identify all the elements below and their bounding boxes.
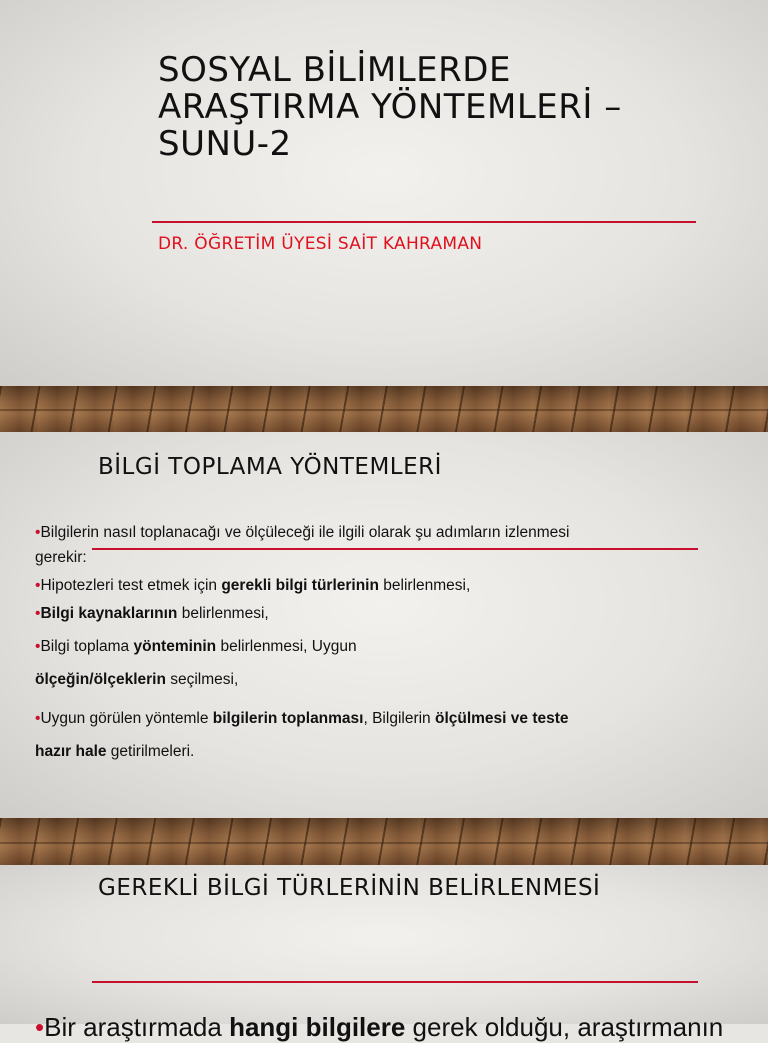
title-divider (92, 981, 698, 983)
list-item: •Bir araştırmada hangi bilgilere gerek olduğu, araştırmanın (35, 1012, 724, 1042)
list-item: •Bilgi kaynaklarının belirlenmesi, (35, 605, 269, 622)
title-line-1: SOSYAL BİLİMLERDE (158, 50, 511, 90)
list-item-continuation: hazır hale getirilmeleri. (35, 743, 195, 760)
slide-title: GEREKLİ BİLGİ TÜRLERİNİN BELİRLENMESİ (98, 875, 601, 901)
bullet-icon: • (35, 638, 41, 655)
list-item-continuation: ölçeğin/ölçeklerin seçilmesi, (35, 671, 239, 688)
slide-title: BİLGİ TOPLAMA YÖNTEMLERİ (98, 454, 442, 480)
list-item: •Uygun görülen yöntemle bilgilerin toplanması, Bilgilerin ölçülmesi ve teste (35, 710, 569, 727)
bullet-icon: • (35, 524, 41, 541)
list-item (35, 524, 569, 542)
slide-bilgi-toplama (0, 432, 768, 818)
bullet-icon: • (35, 1012, 45, 1042)
slide-gerekli-bilgi (0, 865, 768, 1042)
bullet-icon: • (35, 710, 41, 727)
slide-title (0, 0, 768, 386)
presentation-title (158, 52, 678, 163)
list-item: •Hipotezleri test etmek için gerekli bilgi türlerinin belirlenmesi, (35, 577, 471, 594)
title-line-3: SUNU-2 (158, 124, 292, 164)
wood-floor-divider (0, 386, 768, 432)
list-item-continuation: gerekir: (35, 549, 87, 566)
bullet-icon: • (35, 577, 41, 594)
author-subtitle: DR. ÖĞRETİM ÜYESİ SAİT KAHRAMAN (158, 234, 483, 254)
item-text: Bilgilerin nasıl toplanacağı ve ölçüleceği ile ilgili olarak şu adımların izlenmesi (40, 524, 570, 541)
list-item: •Bilgi toplama yönteminin belirlenmesi, Uygun (35, 638, 357, 655)
title-line-2: ARAŞTIRMA YÖNTEMLERİ – (158, 87, 622, 127)
bullet-icon: • (35, 605, 41, 622)
title-divider (152, 221, 696, 223)
wood-floor-divider (0, 818, 768, 865)
content-divider (92, 548, 698, 550)
